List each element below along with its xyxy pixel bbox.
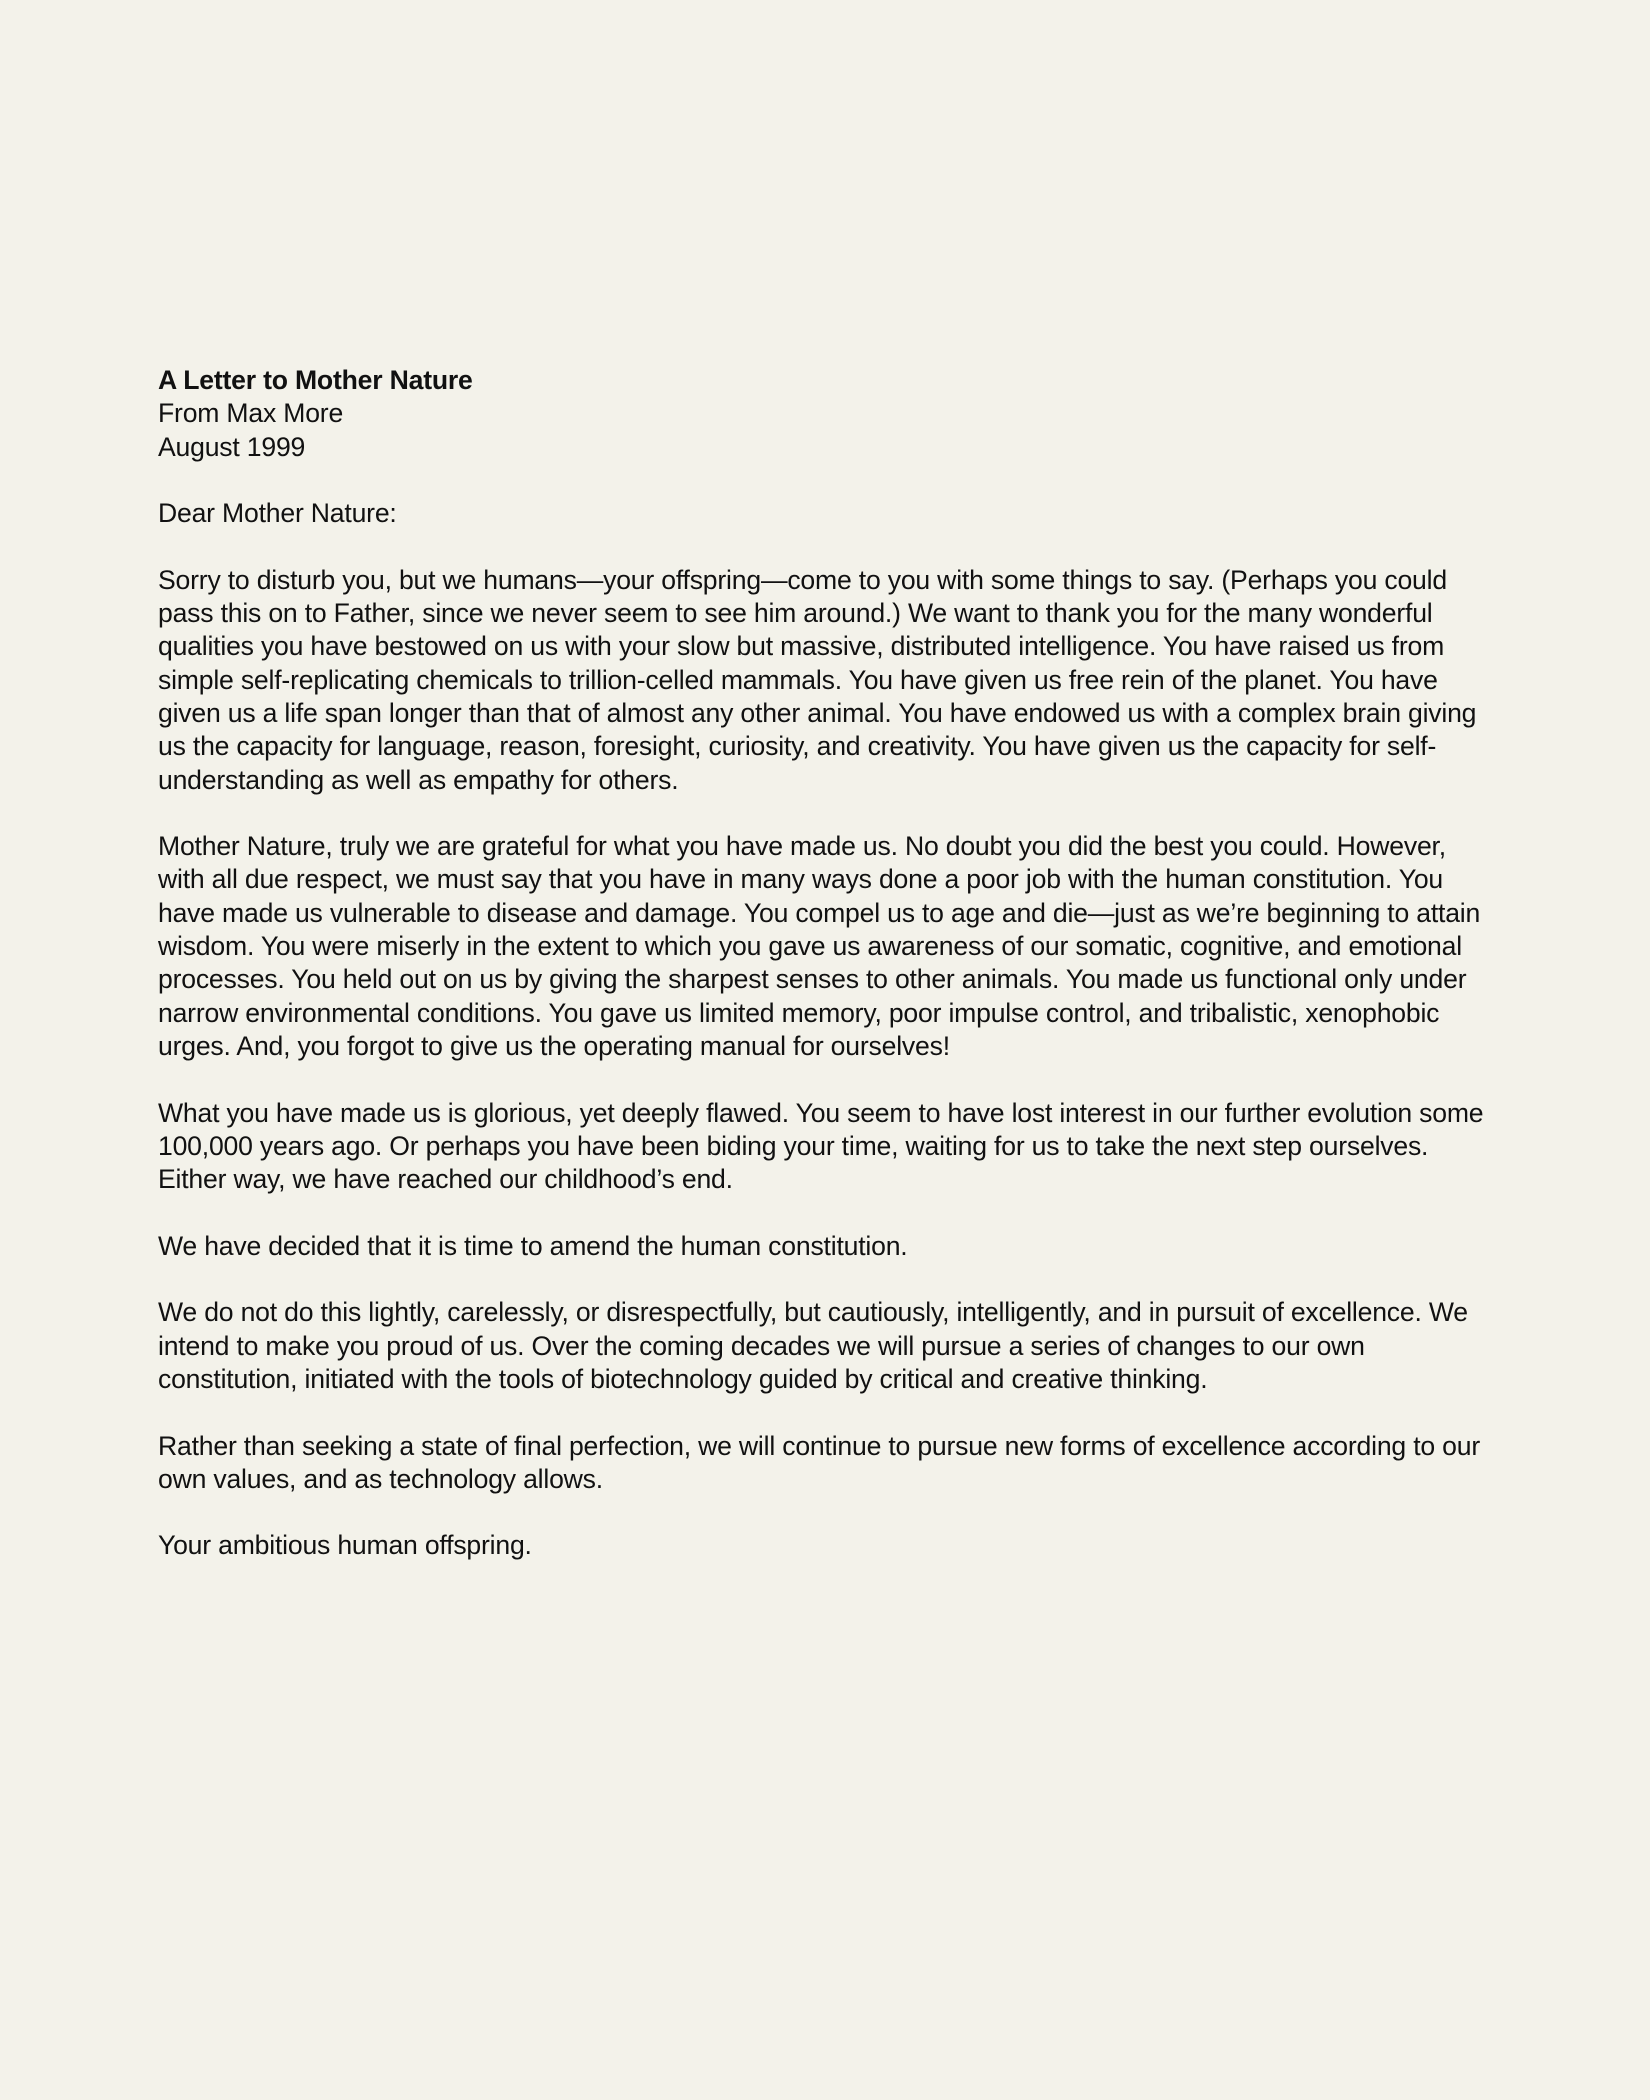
author-line: From Max More — [158, 398, 344, 429]
letter — [158, 364, 1498, 1563]
paragraph: Mother Nature, truly we are grateful for what you have made us. No doubt you did the best you could. However, with all due respect, we must say that you have in many ways done a poor job with the human constitution. You have made us vulnerable to disease and damage. You compel us to age and die—just as we’re beginning to attain wisdom. You were miserly in the extent to which you gave us awareness of our somatic, cognitive, and emotional processes. You held out on us by giving the sharpest senses to other animals. You made us functional only under narrow environmental conditions. You gave us limited memory, poor impulse control, and tribalistic, xenophobic urges. And, you forgot to give us the operating manual for ourselves! — [158, 831, 1481, 1061]
paragraph: Sorry to disturb you, but we humans—your offspring—come to you with some things to say. (Perhaps you could pass this on to Father, since we never seem to see him around.) We want to thank you for the many wonderful qualities you have bestowed on us with your slow but massive, distributed intelligence. You have raised us from simple self-replicating chemicals to trillion-celled mammals. You have given us free rein of the planet. You have given us a life span longer than that of almost any other animal. You have endowed us with a complex brain giving us the capacity for language, reason, foresight, curiosity, and creativity. You have given us the capacity for self-understanding as well as empathy for others. — [158, 564, 1477, 795]
salutation: Dear Mother Nature: — [158, 498, 397, 529]
letter-title: A Letter to Mother Nature — [158, 365, 473, 395]
paragraph: We do not do this lightly, carelessly, or disrespectfully, but cautiously, intelligently, and in pursuit of excellence. We intend to make you proud of us. Over the coming decades we will pursue a series of changes to our own constitution, initiated with the tools of biotechnology guided by critical and creative thinking. — [158, 1297, 1468, 1394]
paragraph: What you have made us is glorious, yet deeply flawed. You seem to have lost interest in our further evolution some 100,000 years ago. Or perhaps you have been biding your time, waiting for us to take the next step ourselves. Either way, we have reached our childhood’s end. — [158, 1097, 1484, 1195]
letter-header — [158, 364, 1498, 464]
signoff: Your ambitious human offspring. — [158, 1530, 532, 1561]
paragraph: We have decided that it is time to amend the human constitution. — [158, 1230, 908, 1261]
letter-date: August 1999 — [158, 431, 306, 462]
paragraph: Rather than seeking a state of final perfection, we will continue to pursue new forms of excellence according to our own values, and as technology allows. — [158, 1430, 1481, 1494]
